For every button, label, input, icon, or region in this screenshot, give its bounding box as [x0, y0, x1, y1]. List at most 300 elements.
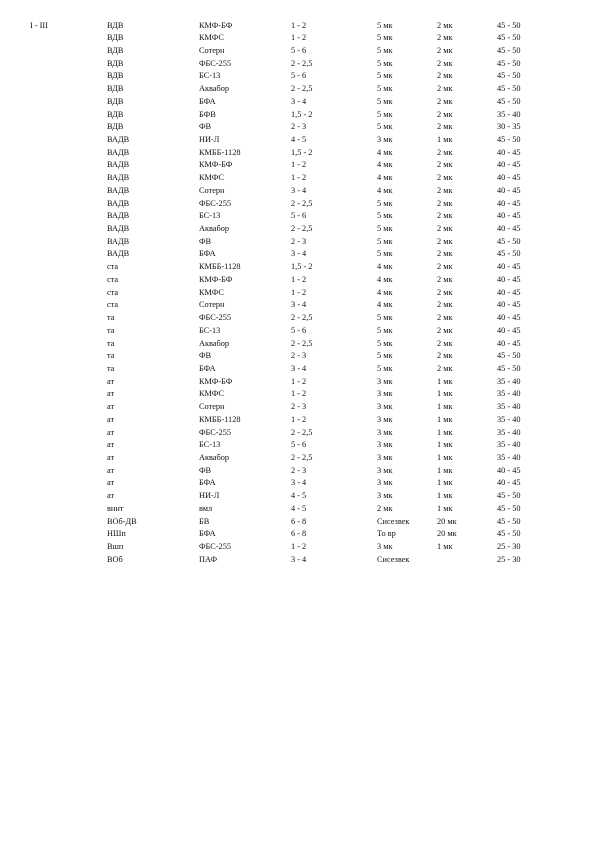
ratio-cell: 1 - 2 — [291, 376, 307, 386]
ratio-cell: 1,5 - 2 — [291, 262, 313, 272]
method-cell: та — [107, 351, 115, 361]
ratio-cell: 1 - 2 — [291, 287, 307, 297]
ratio-cell: 5 - 6 — [291, 71, 307, 81]
material-cell: ФБС-255 — [199, 313, 232, 323]
ratio-cell: 6 - 8 — [291, 529, 307, 539]
range-cell: 25 - 30 — [497, 542, 521, 552]
method-cell: ВОб-ДВ — [107, 516, 137, 526]
ratio-cell: 6 - 8 — [291, 516, 307, 526]
table-row — [0, 401, 595, 414]
size-cell: 3 мк — [377, 414, 393, 424]
method-cell: ВДВ — [107, 58, 124, 68]
ratio-cell: 1 - 2 — [291, 414, 307, 424]
size-cell: Сисезвек — [377, 554, 410, 564]
step-cell: 1 мк — [437, 542, 453, 552]
range-cell: 45 - 50 — [497, 249, 521, 259]
step-cell: 2 мк — [437, 262, 453, 272]
size-cell: 4 мк — [377, 173, 393, 183]
material-cell: Аквабор — [199, 84, 230, 94]
range-cell: 35 - 40 — [497, 376, 521, 386]
material-cell: КМФ-БФ — [199, 160, 233, 170]
ratio-cell: 1,5 - 2 — [291, 109, 313, 119]
range-cell: 35 - 40 — [497, 427, 521, 437]
method-cell: ста — [107, 274, 119, 284]
table-row — [0, 312, 595, 325]
step-cell: 1 мк — [437, 440, 453, 450]
material-cell: КМББ-1128 — [199, 147, 241, 157]
size-cell: 5 мк — [377, 325, 393, 335]
material-cell: БС-13 — [199, 71, 221, 81]
ratio-cell: 1 - 2 — [291, 274, 307, 284]
range-cell: 45 - 50 — [497, 33, 521, 43]
method-cell: ат — [107, 414, 115, 424]
method-cell: НШп — [107, 529, 126, 539]
range-cell: 45 - 50 — [497, 45, 521, 55]
ratio-cell: 1 - 2 — [291, 389, 307, 399]
ratio-cell: 3 - 4 — [291, 478, 307, 488]
material-cell: БС-13 — [199, 325, 221, 335]
ratio-cell: 2 - 2,5 — [291, 313, 313, 323]
ratio-cell: 1,5 - 2 — [291, 147, 313, 157]
method-cell: та — [107, 313, 115, 323]
ratio-cell: 1 - 2 — [291, 20, 307, 30]
material-cell: БВ — [199, 516, 210, 526]
size-cell: 5 мк — [377, 96, 393, 106]
range-cell: 40 - 45 — [497, 287, 521, 297]
range-cell: 35 - 40 — [497, 414, 521, 424]
step-cell: 2 мк — [437, 287, 453, 297]
range-cell: 40 - 45 — [497, 185, 521, 195]
table-row — [0, 45, 595, 58]
table-row — [0, 452, 595, 465]
size-cell: 5 мк — [377, 363, 393, 373]
step-cell: 2 мк — [437, 300, 453, 310]
size-cell: 3 мк — [377, 134, 393, 144]
material-cell: КМФ-БФ — [199, 376, 233, 386]
table-row — [0, 172, 595, 185]
material-cell: Сотерн — [199, 45, 225, 55]
table-row — [0, 96, 595, 109]
step-cell: 2 мк — [437, 84, 453, 94]
material-cell: КМФС — [199, 287, 224, 297]
material-cell: ФБС-255 — [199, 198, 232, 208]
table-row — [0, 198, 595, 211]
range-cell: 40 - 45 — [497, 198, 521, 208]
ratio-cell: 4 - 5 — [291, 134, 307, 144]
step-cell: 2 мк — [437, 351, 453, 361]
step-cell: 2 мк — [437, 338, 453, 348]
ratio-cell: 3 - 4 — [291, 363, 307, 373]
step-cell: 2 мк — [437, 198, 453, 208]
ratio-cell: 3 - 4 — [291, 300, 307, 310]
range-cell: 25 - 30 — [497, 554, 521, 564]
material-cell: Сотерн — [199, 185, 225, 195]
method-cell: ат — [107, 440, 115, 450]
step-cell: 1 мк — [437, 376, 453, 386]
size-cell: 2 мк — [377, 503, 393, 513]
step-cell: 2 мк — [437, 325, 453, 335]
material-cell: КМФС — [199, 33, 224, 43]
method-cell: ВДВ — [107, 33, 124, 43]
step-cell: 2 мк — [437, 45, 453, 55]
size-cell: 5 мк — [377, 249, 393, 259]
material-cell: БФА — [199, 478, 216, 488]
range-cell: 35 - 40 — [497, 452, 521, 462]
table-row — [0, 427, 595, 440]
range-cell: 40 - 45 — [497, 274, 521, 284]
method-cell: ВОб — [107, 554, 123, 564]
method-cell: ВАДВ — [107, 185, 130, 195]
table-row — [0, 223, 595, 236]
step-cell: 2 мк — [437, 96, 453, 106]
ratio-cell: 1 - 2 — [291, 173, 307, 183]
range-cell: 35 - 40 — [497, 109, 521, 119]
material-cell: БФА — [199, 96, 216, 106]
table-row — [0, 134, 595, 147]
method-cell: та — [107, 338, 115, 348]
range-cell: 40 - 45 — [497, 313, 521, 323]
material-cell: БФА — [199, 363, 216, 373]
ratio-cell: 2 - 2,5 — [291, 452, 313, 462]
table-row — [0, 58, 595, 71]
size-cell: 4 мк — [377, 274, 393, 284]
size-cell: 5 мк — [377, 211, 393, 221]
range-cell: 45 - 50 — [497, 363, 521, 373]
range-cell: 45 - 50 — [497, 236, 521, 246]
table-row — [0, 32, 595, 45]
range-cell: 45 - 50 — [497, 503, 521, 513]
range-cell: 40 - 45 — [497, 465, 521, 475]
size-cell: 3 мк — [377, 452, 393, 462]
range-cell: 45 - 50 — [497, 58, 521, 68]
step-cell: 1 мк — [437, 134, 453, 144]
table-row — [0, 541, 595, 554]
size-cell: 5 мк — [377, 198, 393, 208]
step-cell: 2 мк — [437, 160, 453, 170]
ratio-cell: 2 - 2,5 — [291, 427, 313, 437]
size-cell: 5 мк — [377, 109, 393, 119]
material-cell: Аквабор — [199, 224, 230, 234]
method-cell: ат — [107, 402, 115, 412]
step-cell: 1 мк — [437, 478, 453, 488]
table-row — [0, 503, 595, 516]
step-cell: 1 мк — [437, 465, 453, 475]
table-row — [0, 159, 595, 172]
method-cell: ВАДВ — [107, 173, 130, 183]
size-cell: 5 мк — [377, 20, 393, 30]
table-row — [0, 248, 595, 261]
table-row — [0, 236, 595, 249]
table-row — [0, 121, 595, 134]
step-cell: 2 мк — [437, 20, 453, 30]
material-cell: ФБС-255 — [199, 427, 232, 437]
method-cell: ВДВ — [107, 71, 124, 81]
size-cell: 5 мк — [377, 58, 393, 68]
table-row — [0, 350, 595, 363]
ratio-cell: 5 - 6 — [291, 440, 307, 450]
ratio-cell: 2 - 2,5 — [291, 84, 313, 94]
ratio-cell: 2 - 2,5 — [291, 198, 313, 208]
ratio-cell: 3 - 4 — [291, 96, 307, 106]
range-cell: 45 - 50 — [497, 351, 521, 361]
ratio-cell: 2 - 3 — [291, 402, 307, 412]
table-row — [0, 528, 595, 541]
size-cell: 5 мк — [377, 122, 393, 132]
size-cell: 5 мк — [377, 313, 393, 323]
material-cell: БФА — [199, 529, 216, 539]
size-cell: 5 мк — [377, 84, 393, 94]
size-cell: 5 мк — [377, 224, 393, 234]
range-cell: 40 - 45 — [497, 224, 521, 234]
range-cell: 45 - 50 — [497, 516, 521, 526]
method-cell: ВДВ — [107, 96, 124, 106]
ratio-cell: 2 - 2,5 — [291, 224, 313, 234]
method-cell: ВАДВ — [107, 134, 130, 144]
step-cell: 2 мк — [437, 109, 453, 119]
material-cell: ФВ — [199, 465, 212, 475]
size-cell: 5 мк — [377, 236, 393, 246]
size-cell: То вр — [377, 529, 396, 539]
table-row — [0, 465, 595, 478]
size-cell: 4 мк — [377, 147, 393, 157]
table-row — [0, 299, 595, 312]
range-cell: 45 - 50 — [497, 491, 521, 501]
method-cell: ВАДВ — [107, 224, 130, 234]
material-cell: НИ-Л — [199, 491, 220, 501]
table-row — [0, 109, 595, 122]
step-cell: 1 мк — [437, 427, 453, 437]
zone-cell: I - III — [30, 20, 48, 30]
method-cell: ат — [107, 376, 115, 386]
size-cell: 4 мк — [377, 287, 393, 297]
material-cell: КМФС — [199, 173, 224, 183]
method-cell: ВАДВ — [107, 236, 130, 246]
range-cell: 45 - 50 — [497, 96, 521, 106]
method-cell: ВДВ — [107, 84, 124, 94]
size-cell: 4 мк — [377, 160, 393, 170]
step-cell: 20 мк — [437, 516, 457, 526]
material-cell: ФБС-255 — [199, 58, 232, 68]
table-row — [0, 70, 595, 83]
material-cell: КМББ-1128 — [199, 262, 241, 272]
method-cell: вннт — [107, 503, 124, 513]
table-row — [0, 516, 595, 529]
material-cell: НИ-Л — [199, 134, 220, 144]
range-cell: 40 - 45 — [497, 147, 521, 157]
material-cell: вмл — [199, 503, 213, 513]
table-row — [0, 287, 595, 300]
range-cell: 35 - 40 — [497, 440, 521, 450]
material-cell: Аквабор — [199, 338, 230, 348]
method-cell: ста — [107, 287, 119, 297]
method-cell: ВАДВ — [107, 160, 130, 170]
ratio-cell: 1 - 2 — [291, 542, 307, 552]
ratio-cell: 2 - 2,5 — [291, 338, 313, 348]
table-row — [0, 338, 595, 351]
size-cell: 3 мк — [377, 389, 393, 399]
method-cell: ат — [107, 491, 115, 501]
material-cell: ПАФ — [199, 554, 218, 564]
material-cell: ФВ — [199, 122, 212, 132]
size-cell: 5 мк — [377, 33, 393, 43]
step-cell: 2 мк — [437, 224, 453, 234]
range-cell: 45 - 50 — [497, 134, 521, 144]
step-cell: 1 мк — [437, 402, 453, 412]
ratio-cell: 4 - 5 — [291, 503, 307, 513]
method-cell: ВАДВ — [107, 249, 130, 259]
step-cell: 2 мк — [437, 58, 453, 68]
range-cell: 40 - 45 — [497, 300, 521, 310]
table-row — [0, 554, 595, 567]
ratio-cell: 2 - 2,5 — [291, 58, 313, 68]
method-cell: ВДВ — [107, 20, 124, 30]
method-cell: Вшп — [107, 542, 124, 552]
range-cell: 45 - 50 — [497, 20, 521, 30]
material-cell: ФВ — [199, 351, 212, 361]
step-cell: 2 мк — [437, 33, 453, 43]
method-cell: ВАДВ — [107, 147, 130, 157]
method-cell: ВДВ — [107, 122, 124, 132]
material-cell: БС-13 — [199, 211, 221, 221]
step-cell: 1 мк — [437, 389, 453, 399]
ratio-cell: 2 - 3 — [291, 465, 307, 475]
size-cell: 5 мк — [377, 71, 393, 81]
table-row — [0, 210, 595, 223]
size-cell: 4 мк — [377, 300, 393, 310]
range-cell: 30 - 35 — [497, 122, 521, 132]
size-cell: 5 мк — [377, 45, 393, 55]
table-row — [0, 185, 595, 198]
table-row — [0, 363, 595, 376]
step-cell: 1 мк — [437, 503, 453, 513]
step-cell: 2 мк — [437, 313, 453, 323]
method-cell: ат — [107, 389, 115, 399]
table-row — [0, 477, 595, 490]
material-cell: КМББ-1128 — [199, 414, 241, 424]
material-cell: БФА — [199, 249, 216, 259]
ratio-cell: 3 - 4 — [291, 185, 307, 195]
range-cell: 45 - 50 — [497, 529, 521, 539]
range-cell: 45 - 50 — [497, 71, 521, 81]
step-cell: 20 мк — [437, 529, 457, 539]
method-cell: ат — [107, 452, 115, 462]
table-row — [0, 376, 595, 389]
range-cell: 40 - 45 — [497, 478, 521, 488]
material-cell: КМФ-БФ — [199, 20, 233, 30]
ratio-cell: 1 - 2 — [291, 33, 307, 43]
table-row — [0, 388, 595, 401]
material-cell: ФБС-255 — [199, 542, 232, 552]
material-cell: БФВ — [199, 109, 216, 119]
step-cell: 2 мк — [437, 185, 453, 195]
table-row — [0, 439, 595, 452]
method-cell: та — [107, 325, 115, 335]
material-cell: Аквабор — [199, 452, 230, 462]
step-cell: 2 мк — [437, 363, 453, 373]
method-cell: ВАДВ — [107, 211, 130, 221]
size-cell: 3 мк — [377, 542, 393, 552]
material-cell: КМФ-БФ — [199, 274, 233, 284]
range-cell: 45 - 50 — [497, 84, 521, 94]
table-row — [0, 414, 595, 427]
ratio-cell: 2 - 3 — [291, 236, 307, 246]
material-cell: КМФС — [199, 389, 224, 399]
range-cell: 40 - 45 — [497, 211, 521, 221]
step-cell: 2 мк — [437, 71, 453, 81]
material-cell: БС-13 — [199, 440, 221, 450]
range-cell: 40 - 45 — [497, 338, 521, 348]
size-cell: 5 мк — [377, 338, 393, 348]
range-cell: 35 - 40 — [497, 389, 521, 399]
size-cell: 3 мк — [377, 402, 393, 412]
material-cell: ФВ — [199, 236, 212, 246]
size-cell: 4 мк — [377, 185, 393, 195]
table-row — [0, 274, 595, 287]
step-cell: 1 мк — [437, 414, 453, 424]
ratio-cell: 5 - 6 — [291, 325, 307, 335]
ratio-cell: 2 - 3 — [291, 351, 307, 361]
table-row — [0, 261, 595, 274]
step-cell: 2 мк — [437, 122, 453, 132]
range-cell: 40 - 45 — [497, 160, 521, 170]
table-row — [0, 147, 595, 160]
range-cell: 35 - 40 — [497, 402, 521, 412]
step-cell: 1 мк — [437, 491, 453, 501]
method-cell: та — [107, 363, 115, 373]
step-cell: 2 мк — [437, 173, 453, 183]
size-cell: 3 мк — [377, 478, 393, 488]
step-cell: 2 мк — [437, 236, 453, 246]
step-cell: 2 мк — [437, 147, 453, 157]
size-cell: 3 мк — [377, 491, 393, 501]
ratio-cell: 3 - 4 — [291, 249, 307, 259]
ratio-cell: 4 - 5 — [291, 491, 307, 501]
method-cell: ат — [107, 478, 115, 488]
method-cell: ста — [107, 300, 119, 310]
size-cell: 4 мк — [377, 262, 393, 272]
step-cell: 1 мк — [437, 452, 453, 462]
material-cell: Сотерн — [199, 402, 225, 412]
method-cell: ат — [107, 427, 115, 437]
table-row — [0, 83, 595, 96]
ratio-cell: 3 - 4 — [291, 554, 307, 564]
size-cell: 3 мк — [377, 440, 393, 450]
method-cell: ста — [107, 262, 119, 272]
table-row — [0, 490, 595, 503]
method-cell: ВДВ — [107, 45, 124, 55]
ratio-cell: 5 - 6 — [291, 45, 307, 55]
table-row — [0, 20, 595, 33]
step-cell: 2 мк — [437, 274, 453, 284]
size-cell: 3 мк — [377, 465, 393, 475]
table-row — [0, 325, 595, 338]
method-cell: ВАДВ — [107, 198, 130, 208]
method-cell: ат — [107, 465, 115, 475]
range-cell: 40 - 45 — [497, 325, 521, 335]
size-cell: 5 мк — [377, 351, 393, 361]
range-cell: 40 - 45 — [497, 173, 521, 183]
size-cell: Сисезвек — [377, 516, 410, 526]
ratio-cell: 5 - 6 — [291, 211, 307, 221]
step-cell: 2 мк — [437, 249, 453, 259]
ratio-cell: 1 - 2 — [291, 160, 307, 170]
material-cell: Сотерн — [199, 300, 225, 310]
size-cell: 3 мк — [377, 376, 393, 386]
range-cell: 40 - 45 — [497, 262, 521, 272]
size-cell: 3 мк — [377, 427, 393, 437]
method-cell: ВДВ — [107, 109, 124, 119]
ratio-cell: 2 - 3 — [291, 122, 307, 132]
